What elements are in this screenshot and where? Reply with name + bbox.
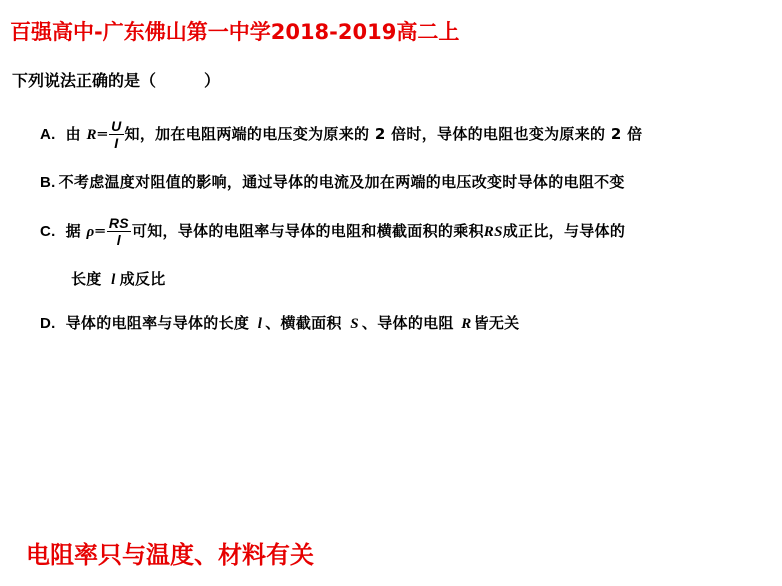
var-s: S xyxy=(350,316,359,332)
option-c xyxy=(40,216,625,247)
fraction-u-over-i xyxy=(109,119,123,150)
option-d-label: D. xyxy=(40,315,56,332)
option-d-text-4: 皆无关 xyxy=(473,314,520,332)
question-stem: 下列说法正确的是（ ） xyxy=(12,71,221,90)
option-d-text-2: 、横截面积 xyxy=(265,314,342,332)
option-c-line2-text: 长度 xyxy=(71,270,102,288)
formula-var-rho: ρ xyxy=(86,224,95,240)
option-c-text-1: 可知，导体的电阻率与导体的电阻和横截面积的乘积 xyxy=(131,222,484,240)
option-b-text: 不考虑温度对阻值的影响，通过导体的电流及加在两端的电压改变时导体的电阻不变 xyxy=(58,173,625,191)
answer-note: 电阻率只与温度、材料有关 xyxy=(26,541,314,569)
var-r: R xyxy=(461,316,472,332)
fraction-rs-over-l xyxy=(107,216,131,247)
option-c-continuation xyxy=(71,268,166,289)
fraction-numerator: RS xyxy=(108,215,129,231)
equals-sign: ═ xyxy=(97,125,108,143)
option-a xyxy=(40,119,642,150)
fraction-numerator: U xyxy=(111,118,122,134)
option-a-pre: 由 xyxy=(65,125,81,143)
option-d-text-1: 导体的电阻率与导体的长度 xyxy=(65,314,250,332)
equals-sign: ═ xyxy=(95,222,105,240)
var-l: l xyxy=(257,316,263,332)
option-a-label: A. xyxy=(40,126,56,143)
option-c-line2-end: 成反比 xyxy=(119,270,166,288)
page-title: 百强高中-广东佛山第一中学2018-2019高二上 xyxy=(10,20,460,44)
formula-var-r: R xyxy=(86,127,97,143)
option-c-label: C. xyxy=(40,223,56,240)
option-b-label: B. xyxy=(40,174,56,191)
fraction-denominator: l xyxy=(116,232,121,248)
var-l: l xyxy=(111,272,116,288)
option-c-text-2: 成正比，与导体的 xyxy=(502,222,626,240)
option-d xyxy=(40,312,519,333)
option-d-text-3: 、导体的电阻 xyxy=(361,314,454,332)
option-a-text: 知，加在电阻两端的电压变为原来的 2 倍时，导体的电阻也变为原来的 2 倍 xyxy=(124,125,643,143)
var-rs: RS xyxy=(483,224,503,240)
fraction-denominator: I xyxy=(114,135,119,151)
option-c-pre: 据 xyxy=(65,222,81,240)
option-b xyxy=(40,171,625,192)
